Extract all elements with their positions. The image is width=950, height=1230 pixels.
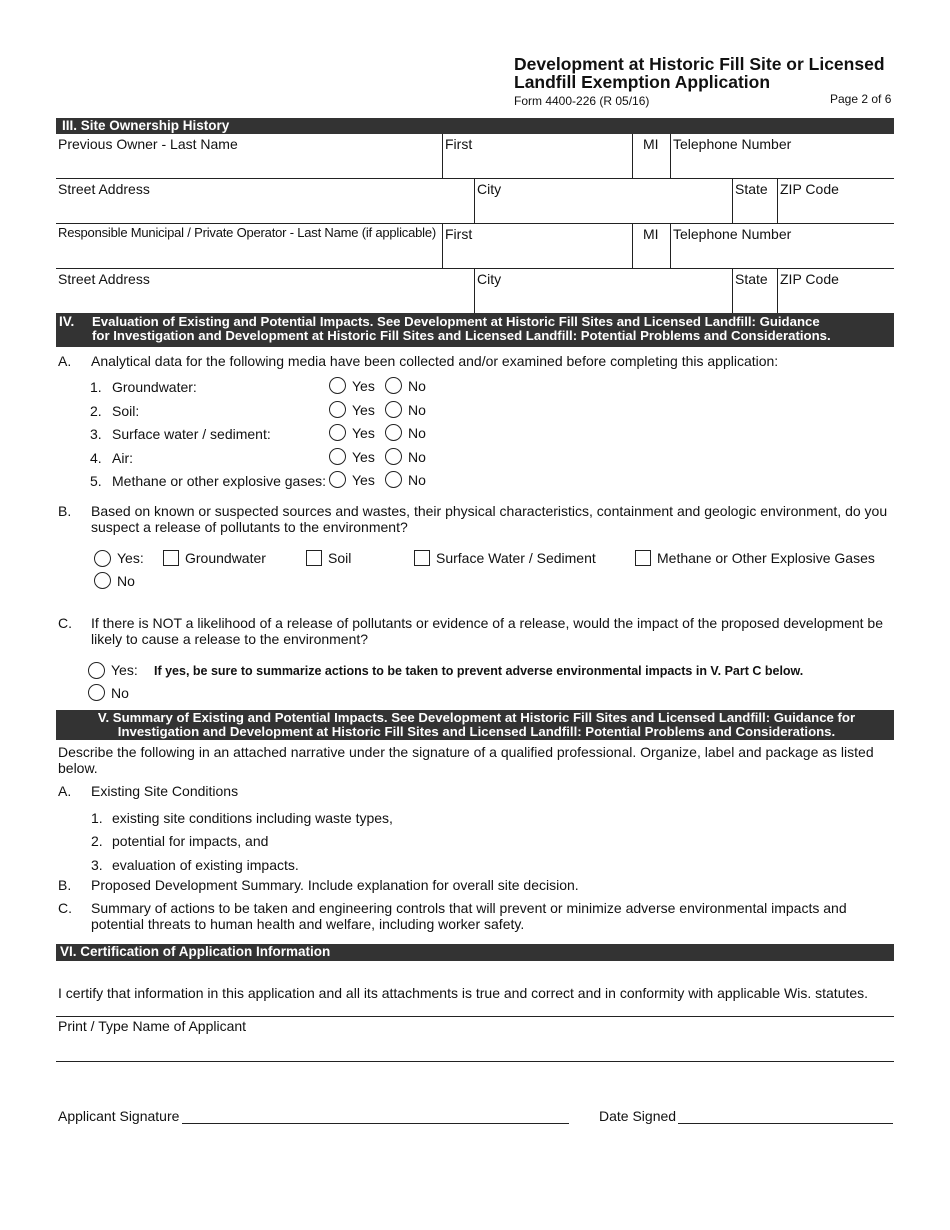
yes-label: Yes bbox=[352, 472, 375, 488]
operator-city-field[interactable] bbox=[474, 269, 732, 314]
media-item-number: 5. bbox=[90, 473, 102, 489]
operator-address-row bbox=[56, 269, 894, 314]
v-a-subitem-text: existing site conditions including waste types, bbox=[112, 810, 393, 826]
operator-zip-field[interactable] bbox=[777, 269, 894, 314]
media-item-groundwater bbox=[90, 376, 450, 400]
section-v-intro-line1: Describe the following in an attached narrative under the signature of a qualified professional. Organize, label and package as listed bbox=[58, 744, 874, 760]
media-item-soil bbox=[90, 400, 450, 424]
v-a-subitem-text: potential for impacts, and bbox=[112, 833, 269, 849]
section-iv-title-line1: Evaluation of Existing and Potential Impacts. See Development at Historic Fill Sites and Licensed Landfill: Guidance bbox=[92, 314, 820, 329]
previous-owner-city-field[interactable] bbox=[474, 179, 732, 224]
release-yes-radio[interactable] bbox=[94, 550, 111, 567]
operator-city-label: City bbox=[477, 271, 502, 287]
item-b-text-line1: Based on known or suspected sources and wastes, their physical characteristics, containment and geologic environment, do you bbox=[91, 503, 888, 519]
surface-water-yes-radio[interactable] bbox=[329, 424, 346, 441]
previous-owner-row bbox=[56, 134, 894, 179]
media-item-number: 1. bbox=[90, 379, 102, 395]
media-item-number: 4. bbox=[90, 449, 102, 466]
media-item-label: Surface water / sediment: bbox=[112, 426, 271, 442]
operator-phone-field[interactable] bbox=[670, 224, 894, 269]
yes-label: Yes bbox=[352, 378, 375, 394]
release-yes-label: Yes: bbox=[117, 550, 144, 566]
previous-owner-first-field[interactable] bbox=[442, 134, 632, 179]
previous-owner-zip-field[interactable] bbox=[777, 179, 894, 224]
operator-row bbox=[56, 224, 894, 269]
item-c-text-line2: likely to cause a release to the environment? bbox=[91, 631, 369, 647]
surface-water-checkbox-label: Surface Water / Sediment bbox=[436, 550, 596, 566]
v-item-c-letter: C. bbox=[58, 900, 72, 916]
operator-zip-label: ZIP Code bbox=[780, 271, 839, 287]
signature-label: Applicant Signature bbox=[58, 1108, 180, 1124]
v-item-b-letter: B. bbox=[58, 877, 72, 893]
item-a-text: Analytical data for the following media have been collected and/or examined before completing this application: bbox=[91, 353, 779, 369]
media-item-label: Methane or other explosive gases: bbox=[112, 473, 327, 489]
divider bbox=[56, 1061, 894, 1062]
media-item-surface-water bbox=[90, 423, 450, 447]
form-number: Form 4400-226 (R 05/16) bbox=[514, 94, 650, 108]
media-item-label: Groundwater: bbox=[112, 379, 197, 395]
section-iii-header: III. Site Ownership History bbox=[56, 118, 894, 134]
no-label: No bbox=[408, 472, 426, 488]
soil-checkbox[interactable] bbox=[306, 550, 322, 566]
v-a-subitem-text: evaluation of existing impacts. bbox=[112, 857, 299, 873]
section-v-intro-line2: below. bbox=[58, 760, 98, 776]
page-number: Page 2 of 6 bbox=[830, 92, 892, 106]
operator-phone-label: Telephone Number bbox=[673, 226, 792, 242]
operator-mi-label: MI bbox=[643, 226, 659, 242]
previous-owner-mi-field[interactable] bbox=[632, 134, 670, 179]
section-iv-header bbox=[56, 313, 894, 347]
v-item-b-text: Proposed Development Summary. Include explanation for overall site decision. bbox=[91, 877, 579, 893]
print-name-field[interactable] bbox=[56, 1036, 894, 1061]
impact-no-label: No bbox=[111, 685, 129, 701]
operator-first-label: First bbox=[445, 226, 473, 242]
section-iv-number: IV. bbox=[59, 314, 75, 329]
previous-owner-state-label: State bbox=[735, 181, 768, 197]
previous-owner-mi-label: MI bbox=[643, 136, 659, 152]
section-v-title-line1: V. Summary of Existing and Potential Impacts. See Development at Historic Fill Sites and Licensed Landfill: Guidance for bbox=[97, 710, 856, 725]
previous-owner-last-name-label: Previous Owner - Last Name bbox=[58, 136, 238, 152]
air-no-radio[interactable] bbox=[385, 448, 402, 465]
previous-owner-phone-field[interactable] bbox=[670, 134, 894, 179]
previous-owner-zip-label: ZIP Code bbox=[780, 181, 839, 197]
previous-owner-state-field[interactable] bbox=[732, 179, 777, 224]
previous-owner-city-label: City bbox=[477, 181, 502, 197]
section-vi-header: VI. Certification of Application Information bbox=[56, 944, 894, 961]
previous-owner-address-row bbox=[56, 179, 894, 224]
form-title bbox=[514, 55, 914, 91]
release-no-label: No bbox=[117, 573, 135, 589]
no-label: No bbox=[408, 425, 426, 441]
impact-yes-label: Yes: bbox=[111, 662, 138, 678]
media-item-number: 3. bbox=[90, 426, 102, 442]
groundwater-checkbox-label: Groundwater bbox=[185, 550, 266, 566]
surface-water-checkbox[interactable] bbox=[414, 550, 430, 566]
groundwater-checkbox[interactable] bbox=[163, 550, 179, 566]
previous-owner-street-field[interactable] bbox=[56, 179, 474, 224]
yes-label: Yes bbox=[352, 401, 375, 418]
item-b-letter: B. bbox=[58, 503, 72, 519]
divider bbox=[56, 1016, 894, 1017]
soil-checkbox-label: Soil bbox=[328, 550, 352, 566]
no-label: No bbox=[408, 448, 426, 465]
operator-state-field[interactable] bbox=[732, 269, 777, 314]
v-item-c-text-line2: potential threats to human health and welfare, including worker safety. bbox=[91, 916, 525, 932]
air-yes-radio[interactable] bbox=[329, 448, 346, 465]
no-label: No bbox=[408, 378, 426, 394]
groundwater-yes-radio[interactable] bbox=[329, 377, 346, 394]
operator-last-name-label: Responsible Municipal / Private Operator - Last Name (if applicable) bbox=[58, 225, 437, 240]
v-item-c-text-line1: Summary of actions to be taken and engineering controls that will prevent or minimize adverse environmental impacts and bbox=[91, 900, 847, 916]
signature-field[interactable] bbox=[182, 1104, 569, 1124]
section-iv-title-line2: for Investigation and Development at Historic Fill Sites and Licensed Landfill: Potential Problems and Considerations. bbox=[92, 328, 831, 343]
section-v-title-line2: Investigation and Development at Historic Fill Sites and Licensed Landfill: Potential Problems and Considerations. bbox=[117, 724, 836, 739]
release-no-radio[interactable] bbox=[94, 572, 111, 589]
previous-owner-first-label: First bbox=[445, 136, 473, 152]
media-item-label: Air: bbox=[112, 449, 133, 466]
yes-label: Yes bbox=[352, 448, 375, 465]
operator-first-field[interactable] bbox=[442, 224, 632, 269]
soil-no-radio[interactable] bbox=[385, 401, 402, 418]
previous-owner-street-label: Street Address bbox=[58, 181, 150, 197]
v-a-subitem-number: 1. bbox=[91, 810, 103, 826]
media-item-methane bbox=[90, 470, 450, 494]
certification-statement: I certify that information in this application and all its attachments is true and correct and in conformity with applicable Wis. statutes. bbox=[58, 985, 869, 1001]
yes-label: Yes bbox=[352, 425, 375, 441]
item-b-text-line2: suspect a release of pollutants to the environment? bbox=[91, 519, 408, 535]
previous-owner-phone-label: Telephone Number bbox=[673, 136, 792, 152]
methane-checkbox[interactable] bbox=[635, 550, 651, 566]
v-a-subitem-number: 3. bbox=[91, 857, 103, 873]
operator-state-label: State bbox=[735, 271, 768, 287]
section-v-header bbox=[56, 710, 894, 740]
media-item-number: 2. bbox=[90, 402, 102, 419]
operator-last-name-field[interactable] bbox=[56, 224, 442, 269]
media-item-air bbox=[90, 447, 450, 471]
form-title-line1: Development at Historic Fill Site or Licensed bbox=[514, 54, 885, 74]
groundwater-no-radio[interactable] bbox=[385, 377, 402, 394]
v-item-a-letter: A. bbox=[58, 783, 72, 799]
item-c-letter: C. bbox=[58, 615, 72, 631]
v-item-a-text: Existing Site Conditions bbox=[91, 783, 239, 799]
item-c-text-line1: If there is NOT a likelihood of a release of pollutants or evidence of a release, would the impact of the proposed development be bbox=[91, 615, 883, 631]
no-label: No bbox=[408, 401, 426, 418]
media-item-label: Soil: bbox=[112, 402, 140, 419]
operator-mi-field[interactable] bbox=[632, 224, 670, 269]
methane-no-radio[interactable] bbox=[385, 471, 402, 488]
soil-yes-radio[interactable] bbox=[329, 401, 346, 418]
operator-street-field[interactable] bbox=[56, 269, 474, 314]
impact-yes-radio[interactable] bbox=[88, 662, 105, 679]
media-list bbox=[90, 376, 450, 494]
methane-yes-radio[interactable] bbox=[329, 471, 346, 488]
surface-water-no-radio[interactable] bbox=[385, 424, 402, 441]
form-title-line2: Landfill Exemption Application bbox=[514, 72, 771, 92]
date-signed-field[interactable] bbox=[678, 1104, 893, 1124]
print-name-label: Print / Type Name of Applicant bbox=[58, 1018, 247, 1034]
date-signed-label: Date Signed bbox=[599, 1108, 677, 1124]
item-a-letter: A. bbox=[58, 353, 72, 369]
impact-yes-note: If yes, be sure to summarize actions to be taken to prevent adverse environmental impacts in V. Part C below. bbox=[154, 664, 804, 678]
v-a-subitem-number: 2. bbox=[91, 833, 103, 849]
impact-no-radio[interactable] bbox=[88, 684, 105, 701]
operator-street-label: Street Address bbox=[58, 271, 150, 287]
methane-checkbox-label: Methane or Other Explosive Gases bbox=[657, 550, 875, 566]
previous-owner-last-name-field[interactable] bbox=[56, 134, 442, 179]
